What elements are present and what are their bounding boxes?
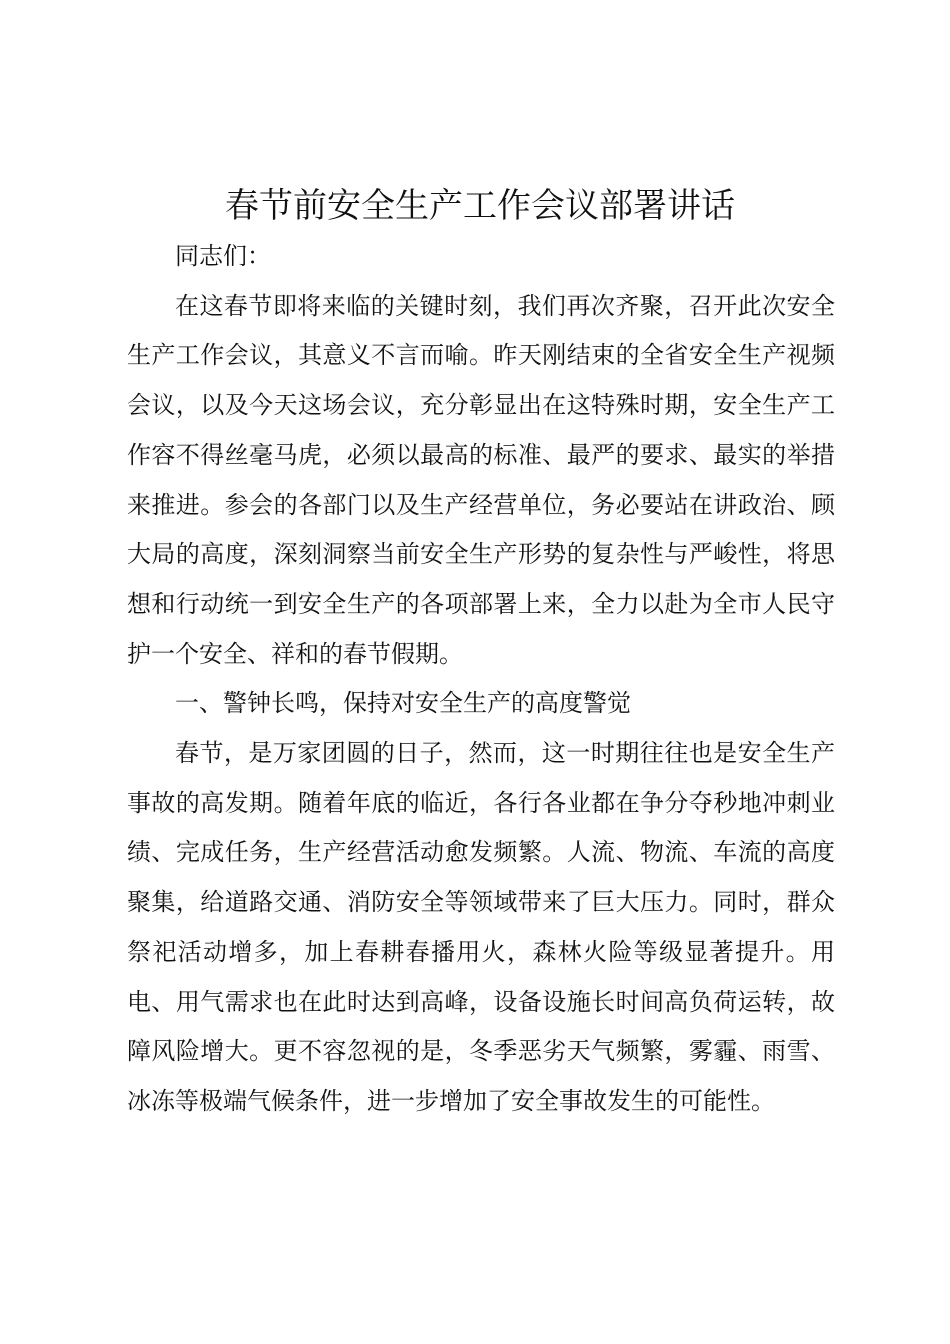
section-heading-1: 一、警钟长鸣，保持对安全生产的高度警觉	[175, 689, 631, 718]
paragraph-spring-festival: 春节，是万家团圆的日子，然而，这一时期往往也是安全生产事故的高发期。随着年底的临近，各行各业都在争分夺秒地冲刺业绩、完成任务，生产经营活动愈发频繁。人流、物流、车流的高度聚集，给道路交通、消防安全等领域带来了巨大压力。同时，群众祭祀活动增多，加上春耕春播用火，森林火险等级显著提升。用电、用气需求也在此时达到高峰，设备设施长时间高负荷运转，故障风险增大。更不容忽视的是，冬季恶劣天气频繁，雾霾、雨雪、冰冻等极端气候条件，进一步增加了安全事故发生的可能性。	[127, 739, 835, 1115]
paragraph-intro: 在这春节即将来临的关键时刻，我们再次齐聚，召开此次安全生产工作会议，其意义不言而喻。昨天刚结束的全省安全生产视频会议，以及今天这场会议，充分彰显出在这特殊时期，安全生产工作容不得丝毫马虎，必须以最高的标准、最严的要求、最实的举措来推进。参会的各部门以及生产经营单位，务必要站在讲政治、顾大局的高度，深刻洞察当前安全生产形势的复杂性与严峻性，将思想和行动统一到安全生产的各项部署上来，全力以赴为全市人民守护一个安全、祥和的春节假期。	[127, 291, 835, 668]
document-title: 春节前安全生产工作会议部署讲话	[225, 186, 735, 226]
document-body	[127, 232, 835, 1127]
greeting: 同志们：	[175, 242, 271, 270]
